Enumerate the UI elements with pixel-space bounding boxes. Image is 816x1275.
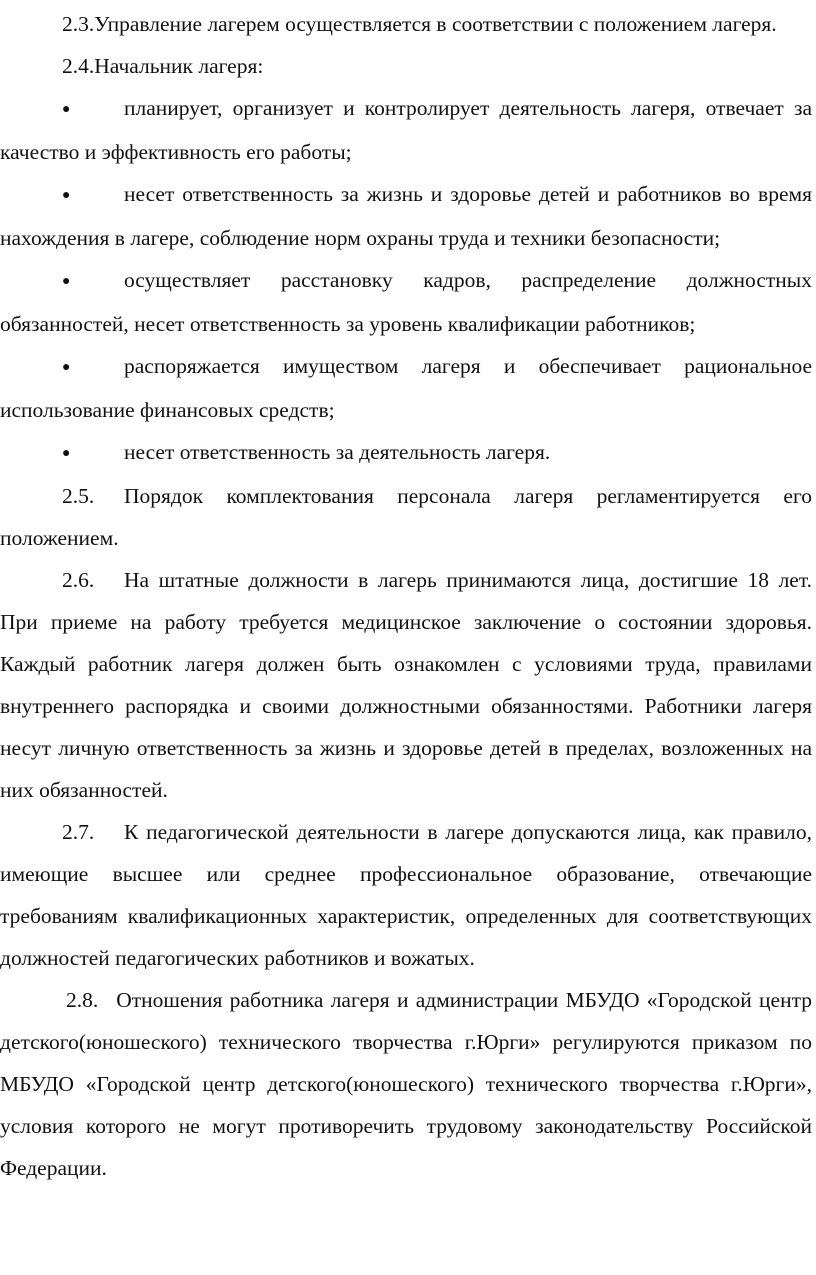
bullet-icon: ● [62,274,71,289]
paragraph-text: Начальник лагеря: [94,54,264,78]
paragraph-2-7 [0,811,812,979]
bullet-item [0,173,812,259]
bullet-text: распоряжается имуществом лагеря и обеспечивает рациональное использование финансовых средств; [0,354,812,422]
bullet-item [0,431,812,475]
paragraph-number: 2.6. [62,568,95,592]
bullet-icon: ● [62,188,71,203]
paragraph-2-3 [0,3,812,45]
paragraph-text: Управление лагерем осуществляется в соответствии с положением лагеря. [94,12,777,36]
paragraph-2-8 [0,979,812,1189]
paragraph-text: К педагогической деятельности в лагере допускаются лица, как правило, имеющие высшее или среднее профессиональное образование, отвечающие требованиям квалификационных характеристик, определенных для соответствующих должностей педагогических работников и вожатых. [0,820,812,970]
bullet-icon: ● [62,446,71,461]
paragraph-text: На штатные должности в лагерь принимаются лица, достигшие 18 лет. При приеме на работу требуется медицинское заключение о состоянии здоровья. Каждый работник лагеря должен быть ознакомлен с условиями труда, правилами внутреннего распорядка и своими должностными обязанностями. Работники лагеря несут личную ответственность за жизнь и здоровье детей в пределах, возложенных на них обязанностей. [0,568,812,802]
paragraph-number: 2.7. [62,820,95,844]
bullet-icon: ● [62,102,71,117]
paragraph-2-5 [0,475,812,559]
paragraph-2-4 [0,45,812,87]
bullet-icon: ● [62,360,71,375]
bullet-item [0,87,812,173]
paragraph-number: 2.3. [62,12,95,36]
bullet-text: несет ответственность за жизнь и здоровье детей и работников во время нахождения в лагере, соблюдение норм охраны труда и техники безопасности; [0,182,812,250]
paragraph-2-6 [0,559,812,811]
bullet-item [0,345,812,431]
paragraph-text: Отношения работника лагеря и администрации МБУДО «Городской центр детского(юношеского) технического творчества г.Юрги» регулируются приказом по МБУДО «Городской центр детского(юношеского) технического творчества г.Юрги», условия которого не могут противоречить трудовому законодательству Российской Федерации. [0,988,812,1180]
paragraph-number: 2.8. [66,988,99,1012]
paragraph-text: Порядок комплектования персонала лагеря регламентируется его положением. [0,484,812,550]
bullet-text: планирует, организует и контролирует деятельность лагеря, отвечает за качество и эффективность его работы; [0,96,812,164]
paragraph-number: 2.4. [62,54,95,78]
bullet-text: осуществляет расстановку кадров, распределение должностных обязанностей, несет ответственность за уровень квалификации работников; [0,268,812,336]
bullet-item [0,259,812,345]
paragraph-number: 2.5. [62,484,95,508]
bullet-text: несет ответственность за деятельность лагеря. [124,440,551,464]
